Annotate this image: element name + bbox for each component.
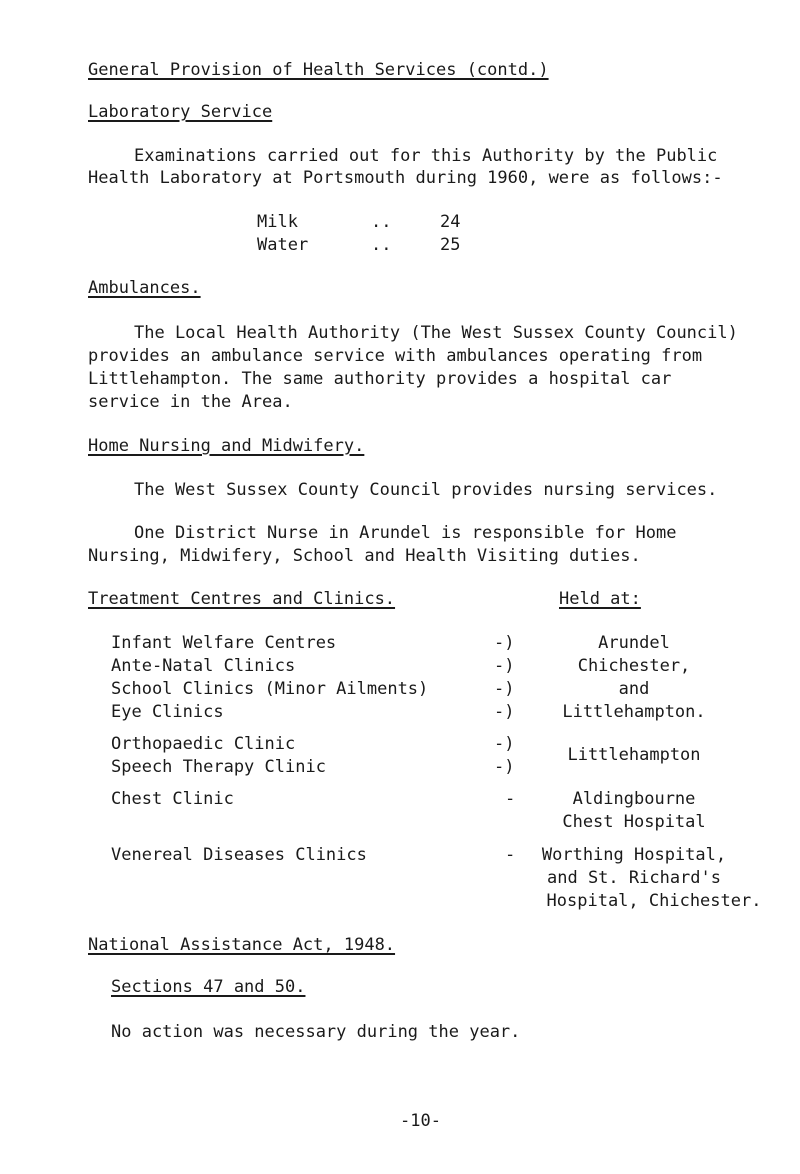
clinic-mark: -) (494, 633, 515, 653)
clinic-location: Chichester, (577, 656, 691, 676)
clinic-location: Chest Hospital (562, 812, 706, 832)
page-number: -10- (400, 1111, 441, 1131)
clinic-location: and (618, 679, 650, 699)
clinic-mark: -) (494, 656, 515, 676)
clinic-item: Ante-Natal Clinics (111, 656, 296, 676)
clinic-item: Chest Clinic (111, 789, 234, 809)
clinic-location: Littlehampton. (562, 702, 706, 722)
clinic-location: Aldingbourne (572, 789, 696, 809)
lab-row-label: Water (257, 235, 309, 255)
nursing-paragraph2-line2: Nursing, Midwifery, School and Health Visiting duties. (88, 546, 641, 566)
laboratory-paragraph-line1: Examinations carried out for this Authority by the Public (134, 146, 718, 166)
clinic-item: Infant Welfare Centres (111, 633, 337, 653)
clinic-mark: - (505, 789, 516, 809)
ambulances-line: service in the Area. (88, 392, 293, 412)
lab-row-value: 25 (440, 235, 461, 255)
lab-row-dots: .. (371, 235, 392, 255)
lab-row-dots: .. (371, 212, 392, 232)
laboratory-paragraph-line2: Health Laboratory at Portsmouth during 1960, were as follows:- (88, 168, 723, 188)
clinic-mark: -) (494, 702, 515, 722)
clinic-item: Venereal Diseases Clinics (111, 845, 367, 865)
ambulances-line: provides an ambulance service with ambulances operating from (88, 346, 703, 366)
clinic-location: Littlehampton (567, 745, 701, 765)
held-at-heading: Held at: (559, 589, 641, 609)
clinic-item: Speech Therapy Clinic (111, 757, 326, 777)
clinic-location: and St. Richard's (547, 868, 721, 888)
nursing-paragraph2-line1: One District Nurse in Arundel is responsible for Home (134, 523, 677, 543)
clinic-item: Eye Clinics (111, 702, 224, 722)
clinic-mark: - (505, 845, 516, 865)
clinic-mark: -) (494, 757, 515, 777)
ambulances-heading: Ambulances. (88, 278, 201, 298)
ambulances-line: Littlehampton. The same authority provides a hospital car (88, 369, 672, 389)
clinic-location: Hospital, Chichester. (546, 891, 762, 911)
clinic-location: Arundel (598, 633, 670, 653)
nursing-paragraph1: The West Sussex County Council provides nursing services. (134, 480, 718, 500)
clinic-location: Worthing Hospital, (541, 845, 727, 865)
clinic-item: Orthopaedic Clinic (111, 734, 296, 754)
assistance-text: No action was necessary during the year. (111, 1022, 521, 1042)
laboratory-heading: Laboratory Service (88, 102, 273, 122)
clinic-item: School Clinics (Minor Ailments) (111, 679, 429, 699)
clinics-heading: Treatment Centres and Clinics. (88, 589, 396, 609)
lab-row-value: 24 (440, 212, 461, 232)
clinic-mark: -) (494, 734, 515, 754)
page-title: General Provision of Health Services (contd.) (88, 60, 549, 80)
lab-row-label: Milk (257, 212, 298, 232)
clinic-mark: -) (494, 679, 515, 699)
nursing-heading: Home Nursing and Midwifery. (88, 436, 365, 456)
ambulances-line: The Local Health Authority (The West Sussex County Council) (134, 323, 738, 343)
assistance-subheading: Sections 47 and 50. (111, 977, 306, 997)
assistance-heading: National Assistance Act, 1948. (88, 935, 396, 955)
